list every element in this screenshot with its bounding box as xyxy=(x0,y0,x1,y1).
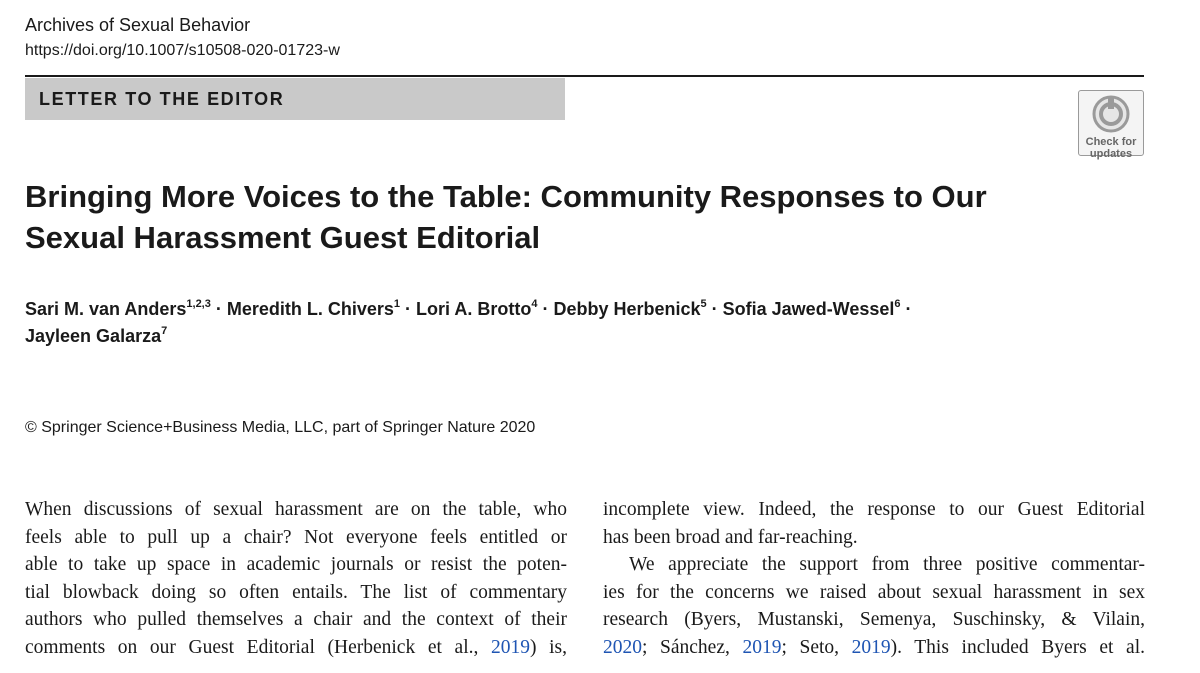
citation-link[interactable]: 2020 xyxy=(603,636,642,658)
check-for-updates-badge[interactable] xyxy=(1078,90,1144,160)
author[interactable]: Sofia Jawed-Wessel$^6$ xyxy=(722,298,901,319)
doi-link[interactable]: https://doi.org/10.1007/s10508-020-01723-w xyxy=(25,42,340,59)
author[interactable]: Lori A. Brotto$^4$ xyxy=(416,298,538,319)
check-updates-label: Check for updates xyxy=(1085,136,1137,160)
article-type-banner: LETTER TO THE EDITOR xyxy=(25,78,565,120)
affiliation-marker[interactable]: 5 xyxy=(700,298,707,310)
body-line: authors who pulled themselves a chair and the context of their xyxy=(25,609,567,630)
citation-link[interactable]: 2019 xyxy=(742,636,782,658)
journal-name: Archives of Sexual Behavior xyxy=(25,15,251,35)
author[interactable]: Meredith L. Chivers$^1$ xyxy=(226,298,401,319)
check-updates-icon xyxy=(1091,94,1131,134)
body-line: tial blowback doing so often entails. The list of commentary xyxy=(25,581,567,603)
body-line: comments on our Guest Editorial (Herbenick et al., 2019) is, xyxy=(25,636,568,658)
author-list: Sari M. van Anders$^{1,2,3}$ · Meredith L. Chivers$^1$ · Lori A. Brotto$^4$ · Debby Herbenick$^5$ · Sofia Jawed-Wessel$^6$ · Jayleen Galarza$^7$ xyxy=(25,298,912,346)
body-line: 2020; Sánchez, 2019; Seto, 2019). This included Byers et al. xyxy=(603,636,1145,658)
article-title: Bringing More Voices to the Table: Community Responses to Our Sexual Harassment Guest Editorial xyxy=(25,179,987,255)
body-line: When discussions of sexual harassment are on the table, who xyxy=(25,499,567,520)
header-rule xyxy=(25,75,1144,77)
body-line: has been broad and far-reaching. xyxy=(603,526,858,548)
affiliation-marker[interactable]: 7 xyxy=(161,325,168,337)
citation-link[interactable]: 2019 xyxy=(851,636,891,658)
affiliation-marker[interactable]: 1 xyxy=(393,298,401,310)
affiliation-marker[interactable]: 6 xyxy=(894,298,901,310)
body-line: able to take up space in academic journals or resist the poten- xyxy=(25,554,567,575)
body-column-left xyxy=(25,496,567,661)
body-column-right xyxy=(603,496,1145,661)
author[interactable]: Debby Herbenick$^5$ xyxy=(553,298,707,319)
copyright-notice: © Springer Science+Business Media, LLC, part of Springer Nature 2020 xyxy=(25,419,536,436)
author[interactable]: Sari M. van Anders$^{1,2,3}$ xyxy=(25,298,211,319)
affiliation-marker[interactable]: 1,2,3 xyxy=(186,298,211,310)
body-line: research (Byers, Mustanski, Semenya, Suschinsky, & Vilain, xyxy=(603,609,1145,630)
body-line: We appreciate the support from three positive commentar- xyxy=(629,554,1145,575)
author[interactable]: Jayleen Galarza$^7$ xyxy=(25,325,168,346)
affiliation-marker[interactable]: 4 xyxy=(531,298,538,310)
body-line: incomplete view. Indeed, the response to our Guest Editorial xyxy=(603,499,1145,520)
body-line: ies for the concerns we raised about sexual harassment in sex xyxy=(603,581,1145,603)
body-line: feels able to pull up a chair? Not everyone feels entitled or xyxy=(25,526,567,548)
citation-link[interactable]: 2019 xyxy=(491,636,530,658)
